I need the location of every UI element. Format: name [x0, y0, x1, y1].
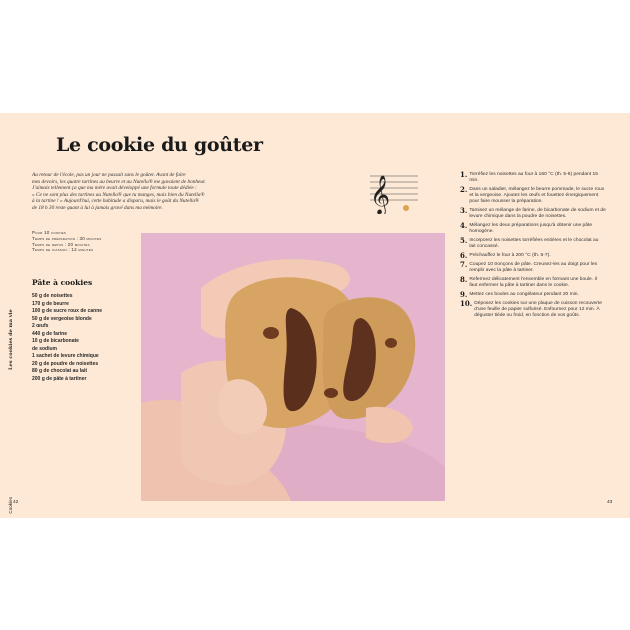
step-text: Torréfiez les noisettes au four à 160 °C (th. 5-6) pendant 15 min. — [469, 172, 598, 183]
ingredient-item: 10 g de bicarbonate — [32, 338, 79, 344]
step-text: Mélangez les deux préparations jusqu'à obtenir une pâte homogène. — [469, 223, 593, 234]
ingredients-list — [32, 293, 102, 383]
section-footer: Cookies — [8, 497, 13, 514]
cookie-photo — [141, 233, 445, 501]
step-item — [460, 238, 606, 250]
ingredient-item: 440 g de farine — [32, 330, 68, 337]
intro-line: Au retour de l'école, pas un jour ne passait sans le goûter. Avant de faire — [32, 172, 186, 178]
step-number: 1. — [460, 170, 468, 179]
step-item — [460, 301, 606, 319]
page-number-left: 42 — [13, 500, 19, 505]
ingredient-item: 2 œufs — [32, 323, 49, 329]
ingredient-item: 20 g de poudre de noisettes — [32, 360, 99, 367]
ingredient-item: 1 sachet de levure chimique — [32, 353, 99, 359]
step-number: 5. — [460, 236, 468, 245]
step-text: Coupez 10 tronçons de pâte. Creusez-les au doigt pour les remplir avec la pâte à tartiner. — [469, 262, 598, 273]
step-item — [460, 172, 606, 184]
step-item — [460, 292, 606, 298]
step-text: Préchauffez le four à 200 °C (th. 6-7). — [469, 253, 551, 258]
intro-line: mes devoirs, les quatre tartines au beurre et au Nutella® me gavaient de bonheur. — [32, 178, 206, 185]
step-text: Déposez les cookies sur une plaque de cuisson recouverte d'une feuille de papier sulfurisé. Enfournez pour 12 min. À déguster tiède ou froid, en fonction de vos goûts. — [474, 301, 602, 318]
ingredient-item: 50 g de noisettes — [32, 293, 73, 299]
intro-line: de 18 h 30 reste quant à lui à jamais gravé dans ma mémoire. — [32, 204, 163, 211]
step-number: 9. — [460, 290, 468, 299]
step-item — [460, 277, 606, 289]
ingredient-item: 100 g de sucre roux de canne — [32, 308, 103, 314]
ingredient-item: 80 g de chocolat au lait — [32, 368, 88, 374]
intro-line: J'aimais tellement ça que ma mère avait développé une formule toute dédiée : — [32, 185, 197, 192]
meta-rest-time: Temps de repos : 20 minutes — [32, 241, 90, 247]
step-text: Incorporez les noisettes torréfiées entières et le chocolat au lait concassé. — [469, 238, 599, 249]
step-number: 4. — [460, 221, 468, 230]
intro-line: à la tartine ! » Aujourd'hui, cette habitude a disparu, mais le goût du Nutella® — [32, 198, 199, 205]
step-item — [460, 253, 606, 259]
step-item — [460, 262, 606, 274]
steps-list — [460, 172, 606, 322]
step-number: 6. — [460, 251, 468, 260]
step-text: Mettez ces boules au congélateur pendant 20 min. — [469, 292, 579, 297]
step-item — [460, 208, 606, 220]
chapter-label: Les cookies de ma vie — [8, 309, 14, 370]
page-number-right: 43 — [607, 500, 613, 505]
recipe-meta — [32, 230, 101, 253]
step-text: Tamisez un mélange de farine, de bicarbonate de sodium et de levure chimique dans la poudre de noisettes. — [469, 208, 606, 219]
ingredient-item: 200 g de pâte à tartiner — [32, 375, 87, 382]
ingredients-title: Pâte à cookies — [32, 278, 93, 287]
step-number: 10. — [460, 299, 473, 308]
intro-text — [32, 172, 262, 212]
step-text: Dans un saladier, mélangez le beurre pommade, le sucre roux et la vergeoise. Ajoutez les œufs et fouettez énergiquement pour faire mousser la préparation. — [469, 187, 605, 204]
step-item — [460, 223, 606, 235]
meta-servings: Pour 10 cookies — [32, 230, 67, 235]
step-number: 7. — [460, 260, 468, 269]
treble-clef-icon — [368, 168, 418, 214]
ingredient-item: 50 g de vergeoise blonde — [32, 315, 92, 322]
step-item — [460, 187, 606, 205]
ingredient-item: 170 g de beurre — [32, 300, 69, 307]
meta-prep-time: Temps de préparation : 30 minutes — [32, 235, 102, 241]
step-number: 3. — [460, 206, 468, 215]
intro-line: « Ce ne sont plus des tartines au Nutella® que tu manges, mais bien du Nutella® — [32, 191, 205, 198]
recipe-title: Le cookie du goûter — [56, 134, 263, 156]
step-number: 8. — [460, 275, 468, 284]
step-number: 2. — [460, 185, 468, 194]
step-text: Refermez délicatement l'ensemble en formant une boule. Il faut enfermer la pâte à tartiner dans le cookie. — [469, 277, 597, 288]
ingredient-item: de sodium — [32, 345, 58, 352]
svg-text:𝄞: 𝄞 — [370, 175, 391, 214]
meta-cook-time: Temps de cuisson : 12 minutes — [32, 247, 94, 253]
